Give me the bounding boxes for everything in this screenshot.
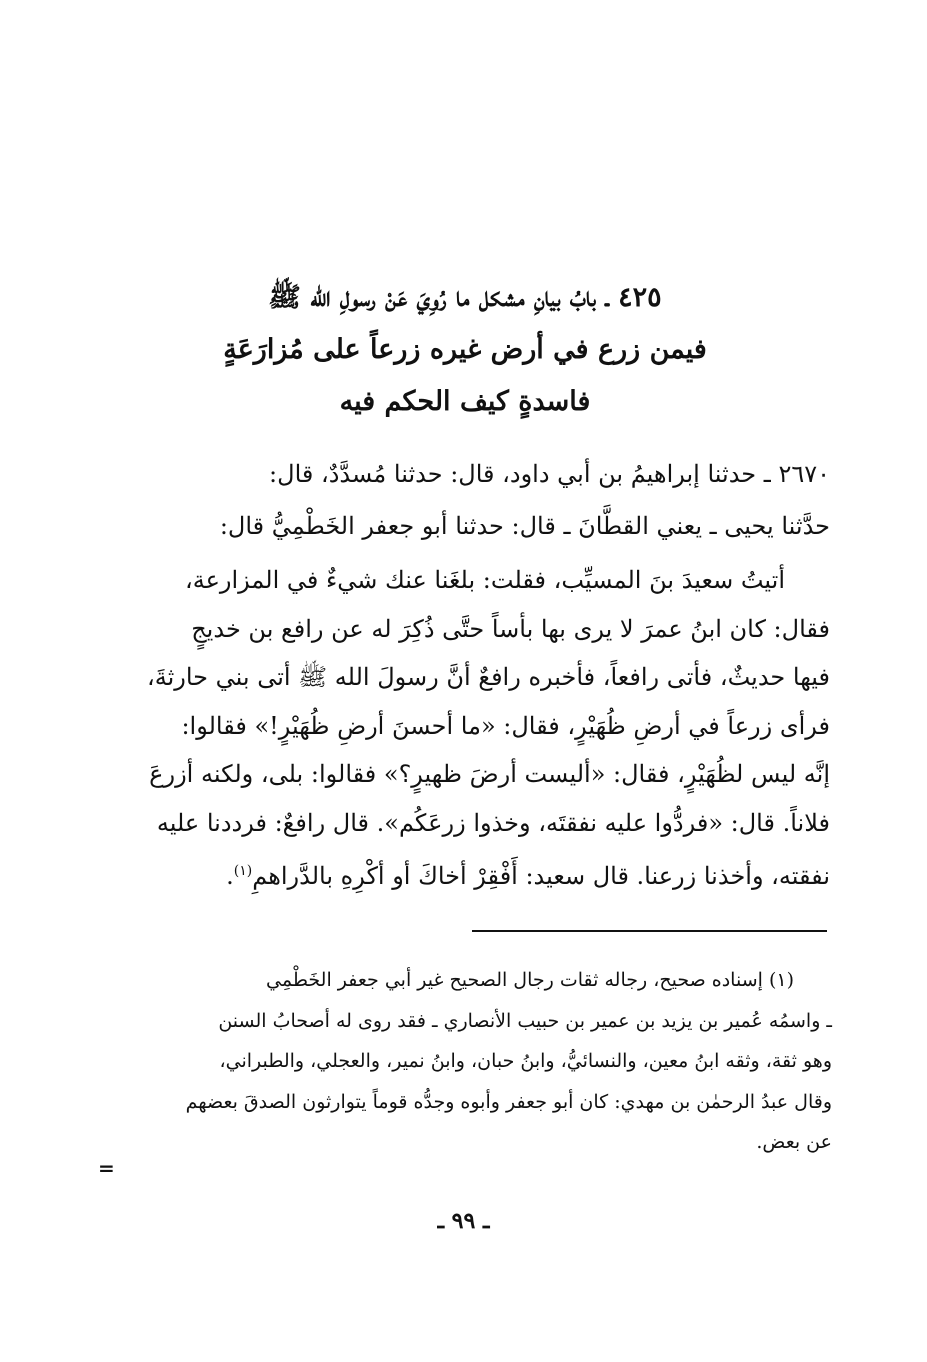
hadith-line-3: فيها حديثٌ، فأتى رافعاً، فأخبره رافعٌ أنَّ رسولَ الله ﷺ أتى بني حارثةَ، xyxy=(146,663,830,691)
continuation-mark: = xyxy=(98,1156,115,1180)
footnote-separator xyxy=(472,930,827,932)
chapter-heading-line-3: فاسدةٍ كيف الحكم فيه xyxy=(339,386,591,417)
hadith-line-4: فرأى زرعاً في أرضِ ظُهَيْرٍ، فقال: «ما أحسنَ أرضِ ظُهَيْرٍ!» فقالوا: xyxy=(181,711,830,740)
hadith-text xyxy=(120,556,830,901)
footnote-line-5: عن بعض. xyxy=(756,1131,832,1153)
footnote xyxy=(120,960,832,1163)
chapter-heading-line-2: فيمن زرع في أرض غيره زرعاً على مُزارَعَةٍ xyxy=(223,334,707,365)
footnote-line-2: ـ واسمُه عُمير بن يزيد بن عمير بن حبيب الأنصاري ـ فقد روى له أصحابُ السنن xyxy=(218,1009,832,1032)
hadith-line-5: إنَّه ليس لظُهَيْرٍ، فقال: «أليست أرضَ ظهيرٍ؟» فقالوا: بلى، ولكنه أزرعَ xyxy=(149,760,830,788)
footnote-line-4: وقال عبدُ الرحمٰن بن مهدي: كان أبو جعفر وأبوه وجدُّه قوماً يتوارثون الصدقَ بعضهم xyxy=(185,1090,832,1113)
footnote-line-3: وهو ثقة، وثقه ابنُ معين، والنسائيُّ، وابنُ حبان، وابنُ نمير، والعجلي، والطبراني، xyxy=(219,1050,832,1072)
footnote-reference: (١) xyxy=(233,863,253,879)
isnad-line-2: حدَّثنا يحيى ـ يعني القطَّانَ ـ قال: حدثنا أبو جعفر الخَطْمِيُّ قال: xyxy=(219,512,830,540)
chapter-heading-line-1: ٤٢٥ ـ بابُ بيانِ مشكل ما رُوِيَ عَنْ رسولِ الله ﷺ xyxy=(268,282,662,313)
chapter-heading xyxy=(130,272,800,428)
hadith-line-7: نفقته، وأخذنا زرعنا. قال سعيد: أَفْقِرْ أخاكَ أو أكْرِهِ بالدَّراهمِ$^{(١)}$. xyxy=(226,862,830,890)
hadith-isnad xyxy=(120,448,830,552)
hadith-line-2: فقال: كان ابنُ عمرَ لا يرى بها بأساً حتَّى ذُكِرَ له عن رافع بن خديجٍ xyxy=(191,614,830,643)
isnad-line-1: ٢٦٧٠ ـ حدثنا إبراهيمُ بن أبي داود، قال: حدثنا مُسدَّدٌ، قال: xyxy=(269,460,830,488)
hadith-line-1: أتيتُ سعيدَ بنَ المسيِّب، فقلت: بلغَنا عنك شيءٌ في المزارعة، xyxy=(184,566,785,594)
hadith-line-6: فلاناً. قال: «فردُّوا عليه نفقتَه، وخذوا زرعَكُم». قال رافعٌ: فرددنا عليه xyxy=(156,808,830,837)
hadith-line-7-text: نفقته، وأخذنا زرعنا. قال سعيد: أَفْقِرْ أخاكَ أو أكْرِهِ بالدَّراهمِ xyxy=(252,862,830,890)
footnote-line-1: (١) إسناده صحيح، رجاله ثقات رجال الصحيح غير أبي جعفر الخَطْمِي xyxy=(266,969,794,991)
page-number: ـ ٩٩ ـ xyxy=(437,1208,490,1234)
